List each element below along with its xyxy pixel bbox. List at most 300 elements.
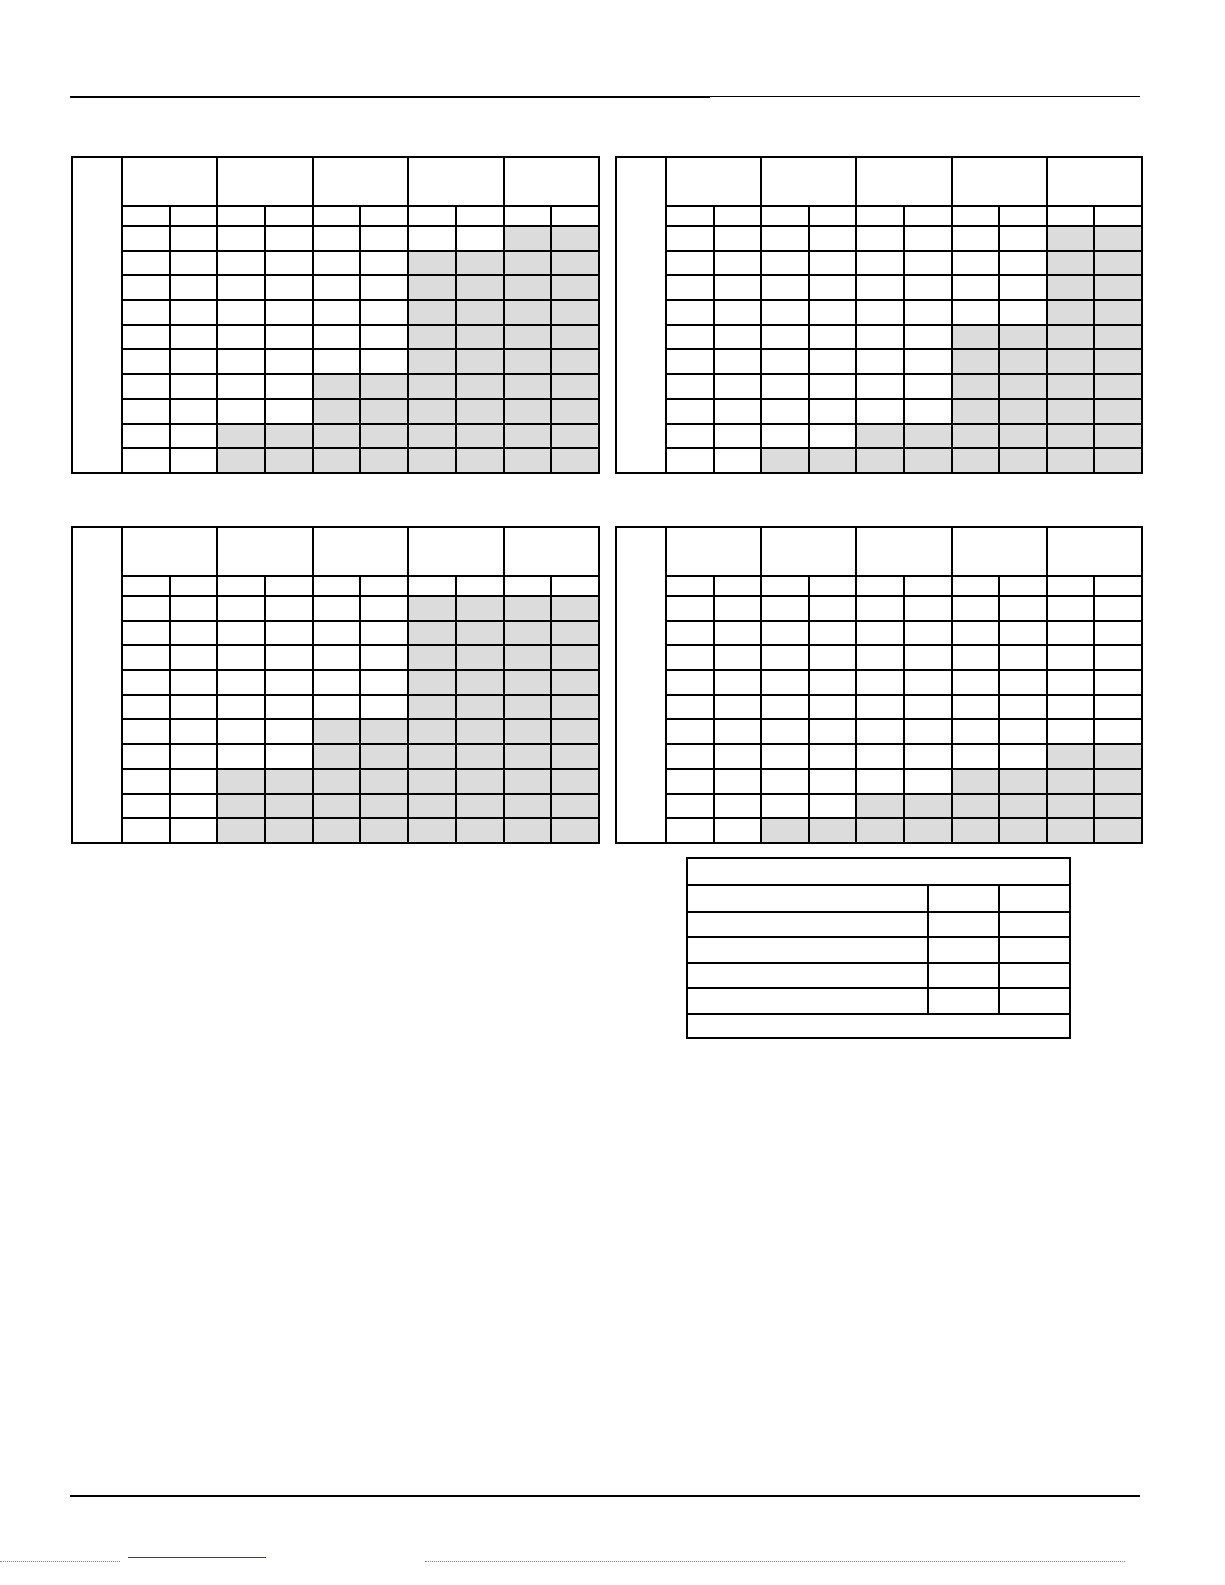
table-cell (714, 424, 762, 449)
shaded-cell (1047, 251, 1095, 276)
sub-header-cell (809, 206, 857, 226)
table-cell (217, 621, 265, 646)
shaded-cell (551, 374, 599, 399)
shaded-cell (265, 448, 313, 473)
table-cell (714, 349, 762, 374)
table-cell (666, 621, 714, 646)
table-cell (170, 744, 218, 769)
shaded-cell (1047, 325, 1095, 350)
shaded-cell (1047, 349, 1095, 374)
table-row (616, 818, 1142, 843)
table-cell (856, 596, 904, 621)
shaded-cell (504, 300, 552, 325)
table-cell (856, 621, 904, 646)
table-cell (809, 374, 857, 399)
table-cell (313, 349, 361, 374)
group-header-cell (1047, 527, 1142, 576)
group-header-row (616, 157, 1142, 206)
shaded-cell (408, 349, 456, 374)
table-cell (170, 719, 218, 744)
header-rule-thick (70, 96, 710, 98)
summary-value-cell (928, 885, 999, 911)
table-cell (217, 349, 265, 374)
table-cell (761, 596, 809, 621)
table-cell (714, 374, 762, 399)
table-cell (170, 226, 218, 251)
shaded-cell (551, 349, 599, 374)
table-cell (170, 399, 218, 424)
row-label-column (616, 527, 666, 843)
shaded-cell (504, 424, 552, 449)
shaded-cell (1094, 275, 1142, 300)
shaded-cell (551, 300, 599, 325)
table-cell (217, 399, 265, 424)
shaded-cell (1094, 325, 1142, 350)
table-cell (761, 621, 809, 646)
shaded-cell (313, 448, 361, 473)
shaded-cell (456, 275, 504, 300)
sub-header-cell (456, 576, 504, 596)
shaded-cell (809, 448, 857, 473)
table-cell (809, 424, 857, 449)
group-header-cell (408, 157, 503, 206)
shaded-cell (904, 424, 952, 449)
table-cell (952, 645, 1000, 670)
table-row (616, 645, 1142, 670)
table-cell (714, 670, 762, 695)
footer-link-underline[interactable] (128, 1557, 266, 1558)
shaded-cell (1094, 399, 1142, 424)
group-header-cell (313, 157, 408, 206)
table-cell (952, 719, 1000, 744)
table-cell (856, 399, 904, 424)
group-header-cell (666, 527, 761, 576)
table-row (72, 769, 599, 794)
summary-header-cell (687, 858, 1070, 885)
table-cell (122, 399, 170, 424)
summary-table (686, 857, 1071, 1039)
shaded-cell (761, 818, 809, 843)
table-cell (313, 226, 361, 251)
summary-value-cell (999, 988, 1070, 1013)
table-row (72, 794, 599, 819)
table-cell (1094, 645, 1142, 670)
group-header-cell (408, 527, 503, 576)
sub-header-cell (170, 576, 218, 596)
shaded-cell (217, 769, 265, 794)
shaded-cell (408, 769, 456, 794)
table-cell (360, 325, 408, 350)
table-cell (170, 670, 218, 695)
table-cell (809, 645, 857, 670)
shaded-cell (551, 226, 599, 251)
table-cell (360, 349, 408, 374)
shaded-cell (1047, 399, 1095, 424)
table-row (72, 645, 599, 670)
shaded-cell (408, 596, 456, 621)
table-cell (408, 226, 456, 251)
table-row (616, 769, 1142, 794)
table-cell (313, 645, 361, 670)
shaded-cell (456, 251, 504, 276)
shaded-cell (217, 794, 265, 819)
sub-header-cell (170, 206, 218, 226)
shaded-cell (313, 794, 361, 819)
table-cell (217, 719, 265, 744)
table-cell (122, 769, 170, 794)
row-label-column (72, 527, 122, 843)
sub-header-cell (1047, 576, 1095, 596)
table-cell (170, 374, 218, 399)
shaded-cell (360, 399, 408, 424)
shaded-cell (456, 645, 504, 670)
group-header-cell (122, 527, 217, 576)
table-cell (761, 645, 809, 670)
group-header-row (72, 157, 599, 206)
sub-header-cell (714, 206, 762, 226)
shaded-cell (551, 621, 599, 646)
table-cell (999, 226, 1047, 251)
sub-header-cell (809, 576, 857, 596)
table-row (616, 744, 1142, 769)
shaded-cell (217, 818, 265, 843)
shaded-cell (904, 448, 952, 473)
table-cell (122, 349, 170, 374)
sub-header-cell (666, 576, 714, 596)
shaded-cell (1094, 349, 1142, 374)
sub-header-cell (265, 576, 313, 596)
shaded-cell (551, 794, 599, 819)
table-cell (904, 251, 952, 276)
sub-header-cell (856, 576, 904, 596)
table-cell (265, 744, 313, 769)
table-cell (666, 794, 714, 819)
shaded-cell (999, 448, 1047, 473)
table-cell (714, 226, 762, 251)
table-cell (313, 670, 361, 695)
table-cell (856, 251, 904, 276)
shaded-cell (456, 349, 504, 374)
group-header-cell (313, 527, 408, 576)
table-cell (856, 300, 904, 325)
sub-header-cell (408, 576, 456, 596)
table-cell (904, 399, 952, 424)
table-row (616, 621, 1142, 646)
sub-header-row (616, 206, 1142, 226)
table-cell (313, 695, 361, 720)
table-cell (1094, 596, 1142, 621)
summary-value-cell (928, 963, 999, 988)
shaded-cell (1047, 794, 1095, 819)
table-cell (1094, 670, 1142, 695)
table-cell (265, 596, 313, 621)
table-cell (761, 695, 809, 720)
shaded-cell (1047, 226, 1095, 251)
table-cell (714, 744, 762, 769)
table-cell (122, 251, 170, 276)
group-header-cell (217, 527, 312, 576)
shaded-cell (999, 325, 1047, 350)
shaded-cell (504, 448, 552, 473)
table-cell (313, 596, 361, 621)
shaded-cell (999, 374, 1047, 399)
shaded-cell (408, 621, 456, 646)
table-cell (809, 670, 857, 695)
table-cell (761, 670, 809, 695)
table-cell (217, 275, 265, 300)
table-cell (170, 251, 218, 276)
table-cell (265, 670, 313, 695)
table-cell (170, 818, 218, 843)
table-cell (761, 744, 809, 769)
table-cell (904, 769, 952, 794)
table-cell (904, 744, 952, 769)
table-cell (952, 596, 1000, 621)
sub-header-cell (1047, 206, 1095, 226)
table-cell (714, 719, 762, 744)
shaded-cell (360, 719, 408, 744)
table-cell (666, 744, 714, 769)
shaded-cell (265, 794, 313, 819)
sub-header-cell (122, 576, 170, 596)
table-cell (217, 695, 265, 720)
table-cell (217, 251, 265, 276)
shaded-cell (504, 645, 552, 670)
table-cell (170, 300, 218, 325)
table-row (616, 794, 1142, 819)
table-cell (952, 226, 1000, 251)
group-header-row (72, 527, 599, 576)
table-cell (714, 645, 762, 670)
sub-header-cell (1094, 206, 1142, 226)
table-row (616, 670, 1142, 695)
table-cell (809, 275, 857, 300)
shaded-cell (504, 226, 552, 251)
summary-label-cell (687, 937, 928, 963)
table-cell (856, 769, 904, 794)
table-cell (999, 251, 1047, 276)
shaded-cell (313, 818, 361, 843)
shaded-cell (1094, 794, 1142, 819)
shaded-cell (313, 744, 361, 769)
table-cell (666, 596, 714, 621)
table-row (72, 226, 599, 251)
table-cell (714, 399, 762, 424)
table-cell (809, 596, 857, 621)
sub-header-cell (551, 576, 599, 596)
sub-header-cell (856, 206, 904, 226)
table-cell (122, 424, 170, 449)
shaded-cell (265, 424, 313, 449)
shaded-cell (504, 769, 552, 794)
shaded-cell (313, 399, 361, 424)
sub-header-cell (313, 576, 361, 596)
shaded-cell (999, 794, 1047, 819)
summary-label-cell (687, 885, 928, 911)
table-cell (313, 325, 361, 350)
table-cell (904, 374, 952, 399)
table-cell (265, 300, 313, 325)
shaded-cell (456, 695, 504, 720)
table-cell (666, 399, 714, 424)
shaded-cell (1047, 744, 1095, 769)
shaded-cell (408, 251, 456, 276)
table-cell (999, 300, 1047, 325)
table-row (72, 424, 599, 449)
table-cell (856, 744, 904, 769)
table-cell (761, 349, 809, 374)
sub-header-cell (504, 206, 552, 226)
shaded-cell (551, 719, 599, 744)
table-cell (856, 695, 904, 720)
table-cell (265, 251, 313, 276)
table-cell (170, 645, 218, 670)
shaded-cell (551, 769, 599, 794)
table-cell (856, 670, 904, 695)
table-cell (856, 349, 904, 374)
table-cell (360, 226, 408, 251)
shaded-cell (1094, 448, 1142, 473)
shaded-cell (408, 645, 456, 670)
table-cell (714, 769, 762, 794)
sub-header-cell (313, 206, 361, 226)
sub-header-cell (904, 576, 952, 596)
table-cell (666, 300, 714, 325)
table-cell (666, 769, 714, 794)
shaded-cell (456, 769, 504, 794)
shaded-cell (456, 424, 504, 449)
table-cell (761, 325, 809, 350)
shaded-cell (265, 769, 313, 794)
table-cell (952, 670, 1000, 695)
shaded-cell (551, 596, 599, 621)
shaded-cell (504, 325, 552, 350)
shaded-cell (551, 424, 599, 449)
summary-row (687, 937, 1070, 963)
table-cell (122, 374, 170, 399)
table-cell (666, 374, 714, 399)
shaded-cell (1094, 769, 1142, 794)
table-cell (265, 399, 313, 424)
table-row (72, 251, 599, 276)
group-header-cell (856, 157, 951, 206)
table-cell (809, 719, 857, 744)
group-header-cell (1047, 157, 1142, 206)
table-row (72, 325, 599, 350)
sub-header-cell (456, 206, 504, 226)
table-cell (952, 621, 1000, 646)
table-cell (904, 621, 952, 646)
table-cell (809, 399, 857, 424)
shaded-cell (761, 448, 809, 473)
sub-header-cell (1094, 576, 1142, 596)
summary-label-cell (687, 988, 928, 1013)
shaded-cell (408, 695, 456, 720)
table-cell (122, 325, 170, 350)
table-cell (856, 275, 904, 300)
shaded-cell (856, 794, 904, 819)
shaded-cell (1047, 818, 1095, 843)
table-cell (904, 349, 952, 374)
shaded-cell (265, 818, 313, 843)
shaded-cell (408, 818, 456, 843)
shaded-cell (408, 719, 456, 744)
sub-header-cell (122, 206, 170, 226)
table-cell (666, 349, 714, 374)
table-cell (456, 226, 504, 251)
table-cell (122, 596, 170, 621)
table-cell (265, 695, 313, 720)
table-cell (1094, 719, 1142, 744)
table-cell (265, 275, 313, 300)
table-cell (1047, 695, 1095, 720)
shaded-cell (952, 399, 1000, 424)
table-cell (313, 275, 361, 300)
shaded-cell (1094, 226, 1142, 251)
table-cell (666, 251, 714, 276)
table-row (72, 596, 599, 621)
shaded-cell (1094, 424, 1142, 449)
table-cell (122, 794, 170, 819)
table-row (616, 300, 1142, 325)
table-cell (809, 621, 857, 646)
shaded-cell (1094, 251, 1142, 276)
table-cell (217, 374, 265, 399)
table-cell (809, 794, 857, 819)
table-cell (761, 794, 809, 819)
table-cell (360, 596, 408, 621)
shaded-cell (551, 399, 599, 424)
table-cell (904, 645, 952, 670)
shaded-cell (408, 794, 456, 819)
shaded-cell (952, 818, 1000, 843)
shaded-cell (408, 275, 456, 300)
shaded-cell (504, 596, 552, 621)
table-cell (999, 596, 1047, 621)
table-cell (217, 226, 265, 251)
table-row (72, 670, 599, 695)
sub-header-cell (360, 576, 408, 596)
shaded-cell (456, 794, 504, 819)
shaded-cell (408, 744, 456, 769)
shaded-cell (360, 818, 408, 843)
table-row (72, 695, 599, 720)
table-cell (170, 424, 218, 449)
shaded-cell (1047, 374, 1095, 399)
shaded-cell (504, 794, 552, 819)
table-row (616, 448, 1142, 473)
shaded-cell (999, 424, 1047, 449)
table-cell (666, 719, 714, 744)
table-cell (666, 670, 714, 695)
table-row (72, 744, 599, 769)
table-cell (170, 769, 218, 794)
shaded-cell (999, 818, 1047, 843)
table-cell (122, 448, 170, 473)
table-row (72, 621, 599, 646)
group-header-cell (504, 157, 599, 206)
table-cell (761, 719, 809, 744)
summary-value-cell (999, 963, 1070, 988)
table-cell (714, 794, 762, 819)
table-row (616, 695, 1142, 720)
table-cell (761, 374, 809, 399)
shaded-cell (904, 794, 952, 819)
table-cell (1094, 695, 1142, 720)
sub-header-cell (761, 206, 809, 226)
sub-header-cell (999, 576, 1047, 596)
shaded-cell (504, 374, 552, 399)
